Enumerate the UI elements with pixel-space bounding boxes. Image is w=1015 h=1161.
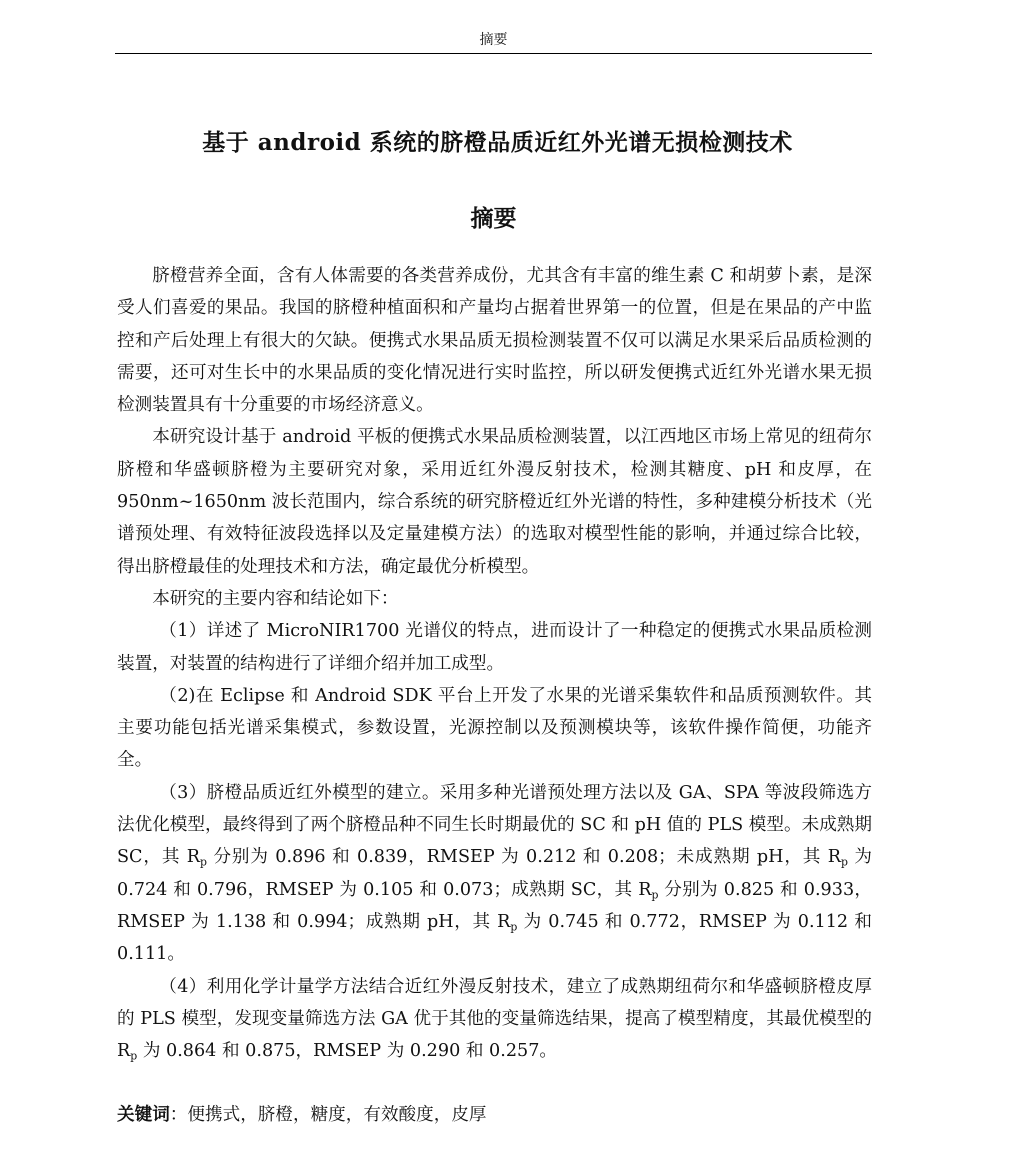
abstract-heading: 摘要 — [470, 205, 517, 232]
keywords-values: 便携式，脐橙，糖度，有效酸度，皮厚 — [187, 1105, 487, 1125]
rp-subscript: p — [510, 920, 518, 934]
item3-text-5: 为 0.745 和 0.772，RMSEP 为 0.112 和 0.111。 — [117, 911, 873, 965]
header-rule — [115, 53, 872, 54]
item3-text-4: 分别为 0.825 和 0.933，RMSEP 为 1.138 和 0.994；成熟期 pH，其 R — [117, 879, 873, 932]
document-title: 基于 android 系统的脐橙品质近红外光谱无损检测技术 — [202, 129, 793, 156]
running-header: 摘要 — [479, 32, 508, 48]
rp-subscript: p — [200, 855, 207, 869]
abstract-paragraph-1: 脐橙营养全面，含有人体需要的各类营养成份，尤其含有丰富的维生素 C 和胡萝卜素，是深受人们喜爱的果品。我国的脐橙种植面积和产量均占据着世界第一的位置，但是在果品的产中监控和产后处理上有很大的欠缺。便携式水果品质无损检测装置不仅可以满足水果采后品质检测的需要，还可对生长中的水果品质的变化情况进行实时监控，所以研发便携式近红外光谱水果无损检测装置具有十分重要的市场经济意义。 — [117, 266, 872, 416]
item4-text-2: 为 0.864 和 0.875，RMSEP 为 0.290 和 0.257。 — [137, 1041, 558, 1062]
rp-subscript: p — [130, 1049, 138, 1063]
abstract-paragraph-2: 本研究设计基于 android 平板的便携式水果品质检测装置，以江西地区市场上常见的纽荷尔脐橙和华盛顿脐橙为主要研究对象，采用近红外漫反射技术，检测其糖度、pH 和皮厚，在 950nm~1650nm 波长范围内，综合系统的研究脐橙近红外光谱的特性，多种建模分析技术（光谱预处理、有效特征波段选择以及定量建模方法）的选取对模型性能的影响，并通过综合比较，得出脐橙最佳的处理技术和方法，确定最优分析模型。 — [117, 427, 872, 577]
item4-text-1: （4）利用化学计量学方法结合近红外漫反射技术，建立了成熟期纽荷尔和华盛顿脐橙皮厚的 PLS 模型，发现变量筛选方法 GA 优于其他的变量筛选结果，提高了模型精度，其最优模型的 R — [117, 976, 872, 1062]
conclusion-item-3 — [117, 777, 872, 971]
conclusion-item-2: （2)在 Eclipse 和 Android SDK 平台上开发了水果的光谱采集软件和品质预测软件。其主要功能包括光谱采集模式，参数设置，光源控制以及预测模块等，该软件操作简便，功能齐全。 — [117, 685, 872, 771]
rp-subscript: p — [840, 855, 848, 869]
abstract-paragraph-3: 本研究的主要内容和结论如下： — [152, 588, 399, 609]
keywords-line — [117, 1099, 872, 1131]
rp-subscript: p — [651, 887, 659, 901]
item3-text-3: 为 0.724 和 0.796，RMSEP 为 0.105 和 0.073；成熟期 SC，其 R — [117, 847, 873, 900]
conclusion-item-4 — [117, 971, 872, 1068]
abstract-body — [117, 260, 872, 1067]
item3-text-1: （3）脐橙品质近红外模型的建立。采用多种光谱预处理方法以及 GA、SPA 等波段筛选方法优化模型，最终得到了两个脐橙品种不同生长时期最优的 SC 和 pH 值的 PLS 模型。未成熟期 SC，其 R — [117, 782, 872, 868]
keywords-label: 关键词 — [117, 1104, 170, 1125]
conclusion-item-1: （1）详述了 MicroNIR1700 光谱仪的特点，进而设计了一种稳定的便携式水果品质检测装置，对装置的结构进行了详细介绍并加工成型。 — [117, 621, 872, 674]
keywords-separator: ： — [169, 1105, 188, 1125]
item3-text-2: 分别为 0.896 和 0.839，RMSEP 为 0.212 和 0.208；未成熟期 pH，其 R — [206, 847, 841, 868]
